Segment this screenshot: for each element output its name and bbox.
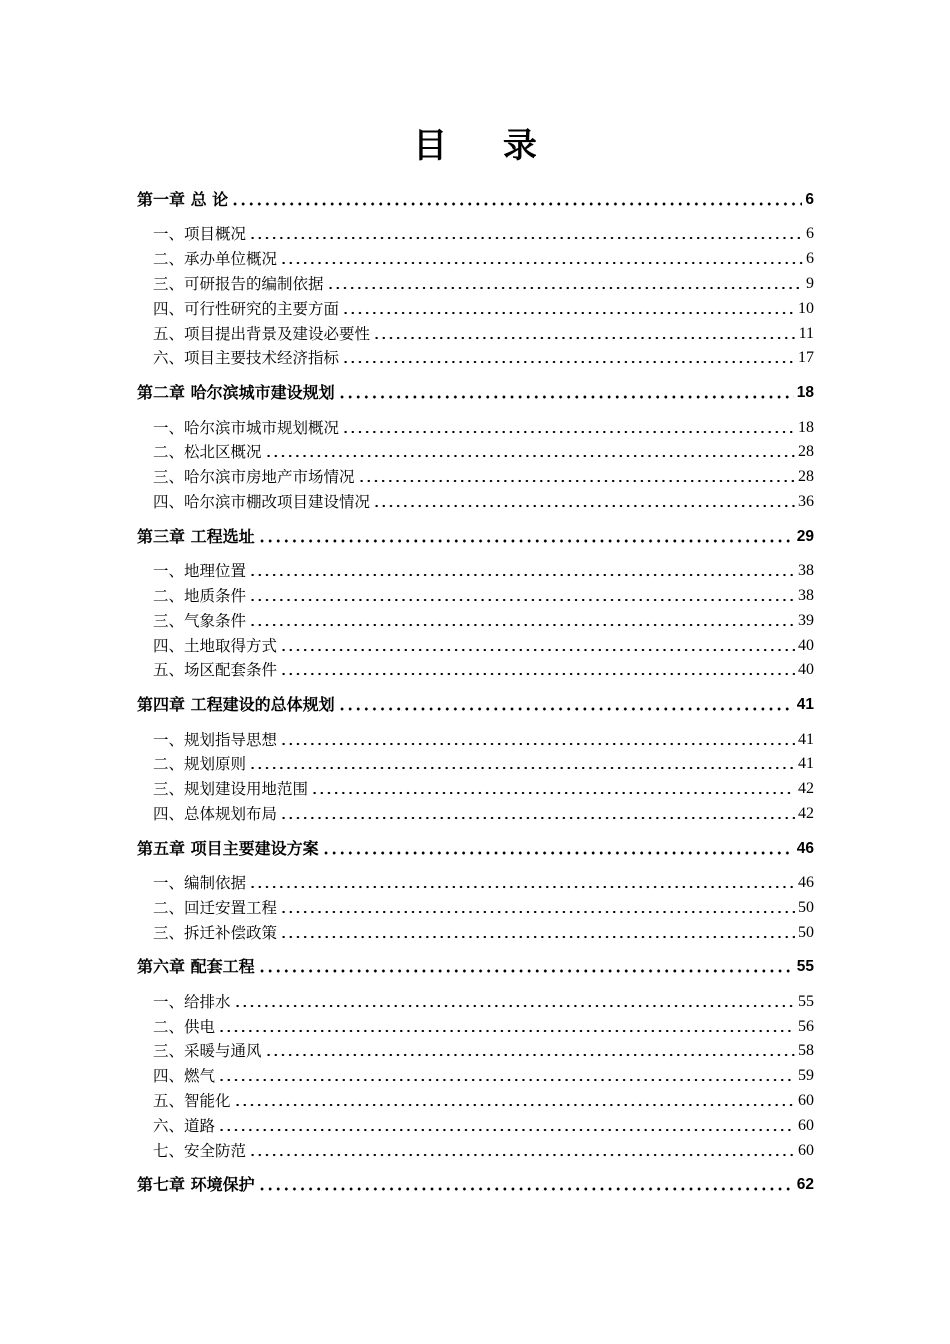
toc-section-entry[interactable] bbox=[137, 1013, 814, 1038]
toc-entry-label: 第一章 总 论 bbox=[137, 189, 229, 209]
toc-entry-label: 第四章 工程建设的总体规划 bbox=[137, 694, 335, 714]
toc-entry-label: 一、给排水 bbox=[153, 992, 231, 1011]
toc-entry-label: 二、承办单位概况 bbox=[153, 250, 278, 269]
dot-leader bbox=[258, 969, 794, 973]
toc-section-entry[interactable] bbox=[137, 632, 814, 657]
toc-entry-page-number: 40 bbox=[798, 661, 814, 679]
toc-section-entry[interactable] bbox=[137, 919, 814, 944]
toc-entry-label: 三、规划建设用地范围 bbox=[153, 780, 309, 799]
toc-entry-page-number: 56 bbox=[798, 1017, 814, 1035]
toc-entry-page-number: 28 bbox=[798, 443, 814, 461]
dot-leader bbox=[280, 816, 795, 820]
toc-entry-page-number: 55 bbox=[796, 958, 814, 976]
dot-leader bbox=[249, 1153, 795, 1157]
toc-entry-label: 五、项目提出背景及建设必要性 bbox=[153, 324, 371, 343]
dot-leader bbox=[373, 336, 796, 340]
dot-leader bbox=[234, 1103, 795, 1107]
dot-leader bbox=[249, 885, 795, 889]
dot-leader bbox=[218, 1128, 795, 1132]
toc-entry-label: 五、场区配套条件 bbox=[153, 661, 278, 680]
dot-leader bbox=[280, 672, 795, 676]
toc-entry-label: 一、编制依据 bbox=[153, 874, 247, 893]
toc-entry-label: 三、拆迁补偿政策 bbox=[153, 923, 278, 942]
toc-entry-label: 一、地理位置 bbox=[153, 562, 247, 581]
dot-leader bbox=[322, 851, 794, 855]
toc-entry-page-number: 38 bbox=[798, 586, 814, 604]
toc-entry-page-number: 59 bbox=[798, 1067, 814, 1085]
dot-leader bbox=[265, 1053, 795, 1057]
toc-entry-label: 三、哈尔滨市房地产市场情况 bbox=[153, 468, 355, 487]
dot-leader bbox=[280, 935, 795, 939]
toc-chapter-entry[interactable] bbox=[137, 835, 814, 860]
toc-section-entry[interactable] bbox=[137, 894, 814, 919]
dot-leader bbox=[280, 742, 795, 746]
toc-entry-label: 三、可研报告的编制依据 bbox=[153, 274, 324, 293]
toc-entry-page-number: 46 bbox=[796, 839, 814, 857]
dot-leader bbox=[258, 539, 794, 543]
toc-entry-page-number: 50 bbox=[798, 923, 814, 941]
toc-entry-label: 第三章 工程选址 bbox=[137, 526, 255, 546]
toc-entry-page-number: 50 bbox=[798, 898, 814, 916]
toc-entry-label: 二、回迁安置工程 bbox=[153, 898, 278, 917]
toc-section-entry[interactable] bbox=[137, 488, 814, 513]
toc-entry-page-number: 10 bbox=[798, 299, 814, 317]
toc-chapter-entry[interactable] bbox=[137, 953, 814, 978]
toc-entry-page-number: 18 bbox=[798, 418, 814, 436]
dot-leader bbox=[338, 395, 794, 399]
toc-section-entry[interactable] bbox=[137, 1087, 814, 1112]
dot-leader bbox=[249, 766, 795, 770]
toc-entry-label: 四、土地取得方式 bbox=[153, 636, 278, 655]
dot-leader bbox=[327, 286, 803, 290]
toc-chapter-entry[interactable] bbox=[137, 1171, 814, 1196]
toc-entry-label: 二、地质条件 bbox=[153, 586, 247, 605]
toc-entry-label: 四、哈尔滨市棚改项目建设情况 bbox=[153, 492, 371, 511]
dot-leader bbox=[249, 598, 795, 602]
toc-section-entry[interactable] bbox=[137, 320, 814, 345]
toc-entry-label: 第五章 项目主要建设方案 bbox=[137, 838, 319, 858]
toc-entry-page-number: 41 bbox=[798, 730, 814, 748]
toc-entry-label: 二、供电 bbox=[153, 1017, 216, 1036]
dot-leader bbox=[280, 261, 803, 265]
toc-entry-page-number: 42 bbox=[798, 804, 814, 822]
dot-leader bbox=[373, 504, 795, 508]
toc-section-entry[interactable] bbox=[137, 582, 814, 607]
toc-entry-label: 第七章 环境保护 bbox=[137, 1175, 255, 1195]
toc-section-entry[interactable] bbox=[137, 988, 814, 1013]
toc-chapter-entry[interactable] bbox=[137, 379, 814, 404]
dot-leader bbox=[218, 1078, 795, 1082]
dot-leader bbox=[342, 430, 795, 434]
dot-leader bbox=[234, 1004, 795, 1008]
toc-entry-page-number: 17 bbox=[798, 349, 814, 367]
toc-section-entry[interactable] bbox=[137, 439, 814, 464]
dot-leader bbox=[311, 791, 795, 795]
table-of-contents bbox=[137, 183, 814, 1196]
toc-section-entry[interactable] bbox=[137, 1112, 814, 1137]
toc-entry-page-number: 9 bbox=[806, 274, 814, 292]
toc-entry-label: 一、项目概况 bbox=[153, 225, 247, 244]
toc-entry-page-number: 36 bbox=[798, 492, 814, 510]
toc-entry-label: 二、规划原则 bbox=[153, 755, 247, 774]
toc-section-entry[interactable] bbox=[137, 1062, 814, 1087]
toc-entry-page-number: 38 bbox=[798, 562, 814, 580]
toc-entry-label: 七、安全防范 bbox=[153, 1141, 247, 1160]
toc-entry-page-number: 40 bbox=[798, 636, 814, 654]
dot-leader bbox=[358, 479, 795, 483]
toc-entry-label: 第二章 哈尔滨城市建设规划 bbox=[137, 382, 335, 402]
toc-section-entry[interactable] bbox=[137, 245, 814, 270]
toc-entry-label: 二、松北区概况 bbox=[153, 443, 262, 462]
toc-entry-page-number: 41 bbox=[798, 755, 814, 773]
toc-chapter-entry[interactable] bbox=[137, 691, 814, 716]
toc-entry-label: 四、可行性研究的主要方面 bbox=[153, 299, 340, 318]
toc-section-entry[interactable] bbox=[137, 751, 814, 776]
dot-leader bbox=[265, 454, 795, 458]
toc-section-entry[interactable] bbox=[137, 607, 814, 632]
toc-entry-page-number: 18 bbox=[796, 383, 814, 401]
toc-entry-page-number: 46 bbox=[798, 874, 814, 892]
toc-entry-page-number: 6 bbox=[805, 190, 814, 208]
toc-entry-page-number: 60 bbox=[798, 1092, 814, 1110]
dot-leader bbox=[342, 360, 795, 364]
toc-entry-page-number: 6 bbox=[806, 250, 814, 268]
toc-entry-label: 第六章 配套工程 bbox=[137, 957, 255, 977]
toc-entry-page-number: 60 bbox=[798, 1116, 814, 1134]
toc-entry-page-number: 58 bbox=[798, 1042, 814, 1060]
toc-section-entry[interactable] bbox=[137, 295, 814, 320]
dot-leader bbox=[342, 311, 795, 315]
toc-section-entry[interactable] bbox=[137, 345, 814, 370]
toc-section-entry[interactable] bbox=[137, 775, 814, 800]
dot-leader bbox=[280, 910, 795, 914]
dot-leader bbox=[258, 1187, 794, 1191]
toc-entry-label: 四、燃气 bbox=[153, 1067, 216, 1086]
toc-entry-page-number: 11 bbox=[798, 324, 814, 342]
toc-section-entry[interactable] bbox=[137, 414, 814, 439]
dot-leader bbox=[249, 573, 795, 577]
toc-chapter-entry[interactable] bbox=[137, 186, 814, 211]
toc-entry-page-number: 42 bbox=[798, 780, 814, 798]
toc-section-entry[interactable] bbox=[137, 463, 814, 488]
toc-entry-page-number: 41 bbox=[796, 695, 814, 713]
toc-entry-page-number: 55 bbox=[798, 992, 814, 1010]
toc-section-entry[interactable] bbox=[137, 221, 814, 246]
dot-leader bbox=[231, 202, 802, 206]
toc-section-entry[interactable] bbox=[137, 800, 814, 825]
toc-entry-label: 五、智能化 bbox=[153, 1092, 231, 1111]
dot-leader bbox=[218, 1029, 795, 1033]
toc-section-entry[interactable] bbox=[137, 270, 814, 295]
toc-chapter-entry[interactable] bbox=[137, 523, 814, 548]
page-title: 目 录 bbox=[413, 126, 559, 166]
toc-section-entry[interactable] bbox=[137, 1038, 814, 1063]
toc-entry-page-number: 29 bbox=[796, 527, 814, 545]
dot-leader bbox=[249, 623, 795, 627]
toc-entry-label: 三、气象条件 bbox=[153, 611, 247, 630]
toc-section-entry[interactable] bbox=[137, 869, 814, 894]
toc-entry-page-number: 60 bbox=[798, 1141, 814, 1159]
toc-section-entry[interactable] bbox=[137, 657, 814, 682]
toc-entry-page-number: 28 bbox=[798, 468, 814, 486]
toc-section-entry[interactable] bbox=[137, 1137, 814, 1162]
toc-entry-label: 六、项目主要技术经济指标 bbox=[153, 349, 340, 368]
toc-entry-page-number: 6 bbox=[806, 225, 814, 243]
dot-leader bbox=[280, 648, 795, 652]
toc-entry-page-number: 62 bbox=[796, 1176, 814, 1194]
toc-section-entry[interactable] bbox=[137, 557, 814, 582]
toc-entry-label: 六、道路 bbox=[153, 1116, 216, 1135]
dot-leader bbox=[338, 707, 794, 711]
toc-entry-label: 一、规划指导思想 bbox=[153, 730, 278, 749]
toc-entry-label: 四、总体规划布局 bbox=[153, 804, 278, 823]
toc-entry-label: 三、采暖与通风 bbox=[153, 1042, 262, 1061]
toc-section-entry[interactable] bbox=[137, 726, 814, 751]
toc-entry-label: 一、哈尔滨市城市规划概况 bbox=[153, 418, 340, 437]
dot-leader bbox=[249, 236, 803, 240]
toc-entry-page-number: 39 bbox=[798, 611, 814, 629]
